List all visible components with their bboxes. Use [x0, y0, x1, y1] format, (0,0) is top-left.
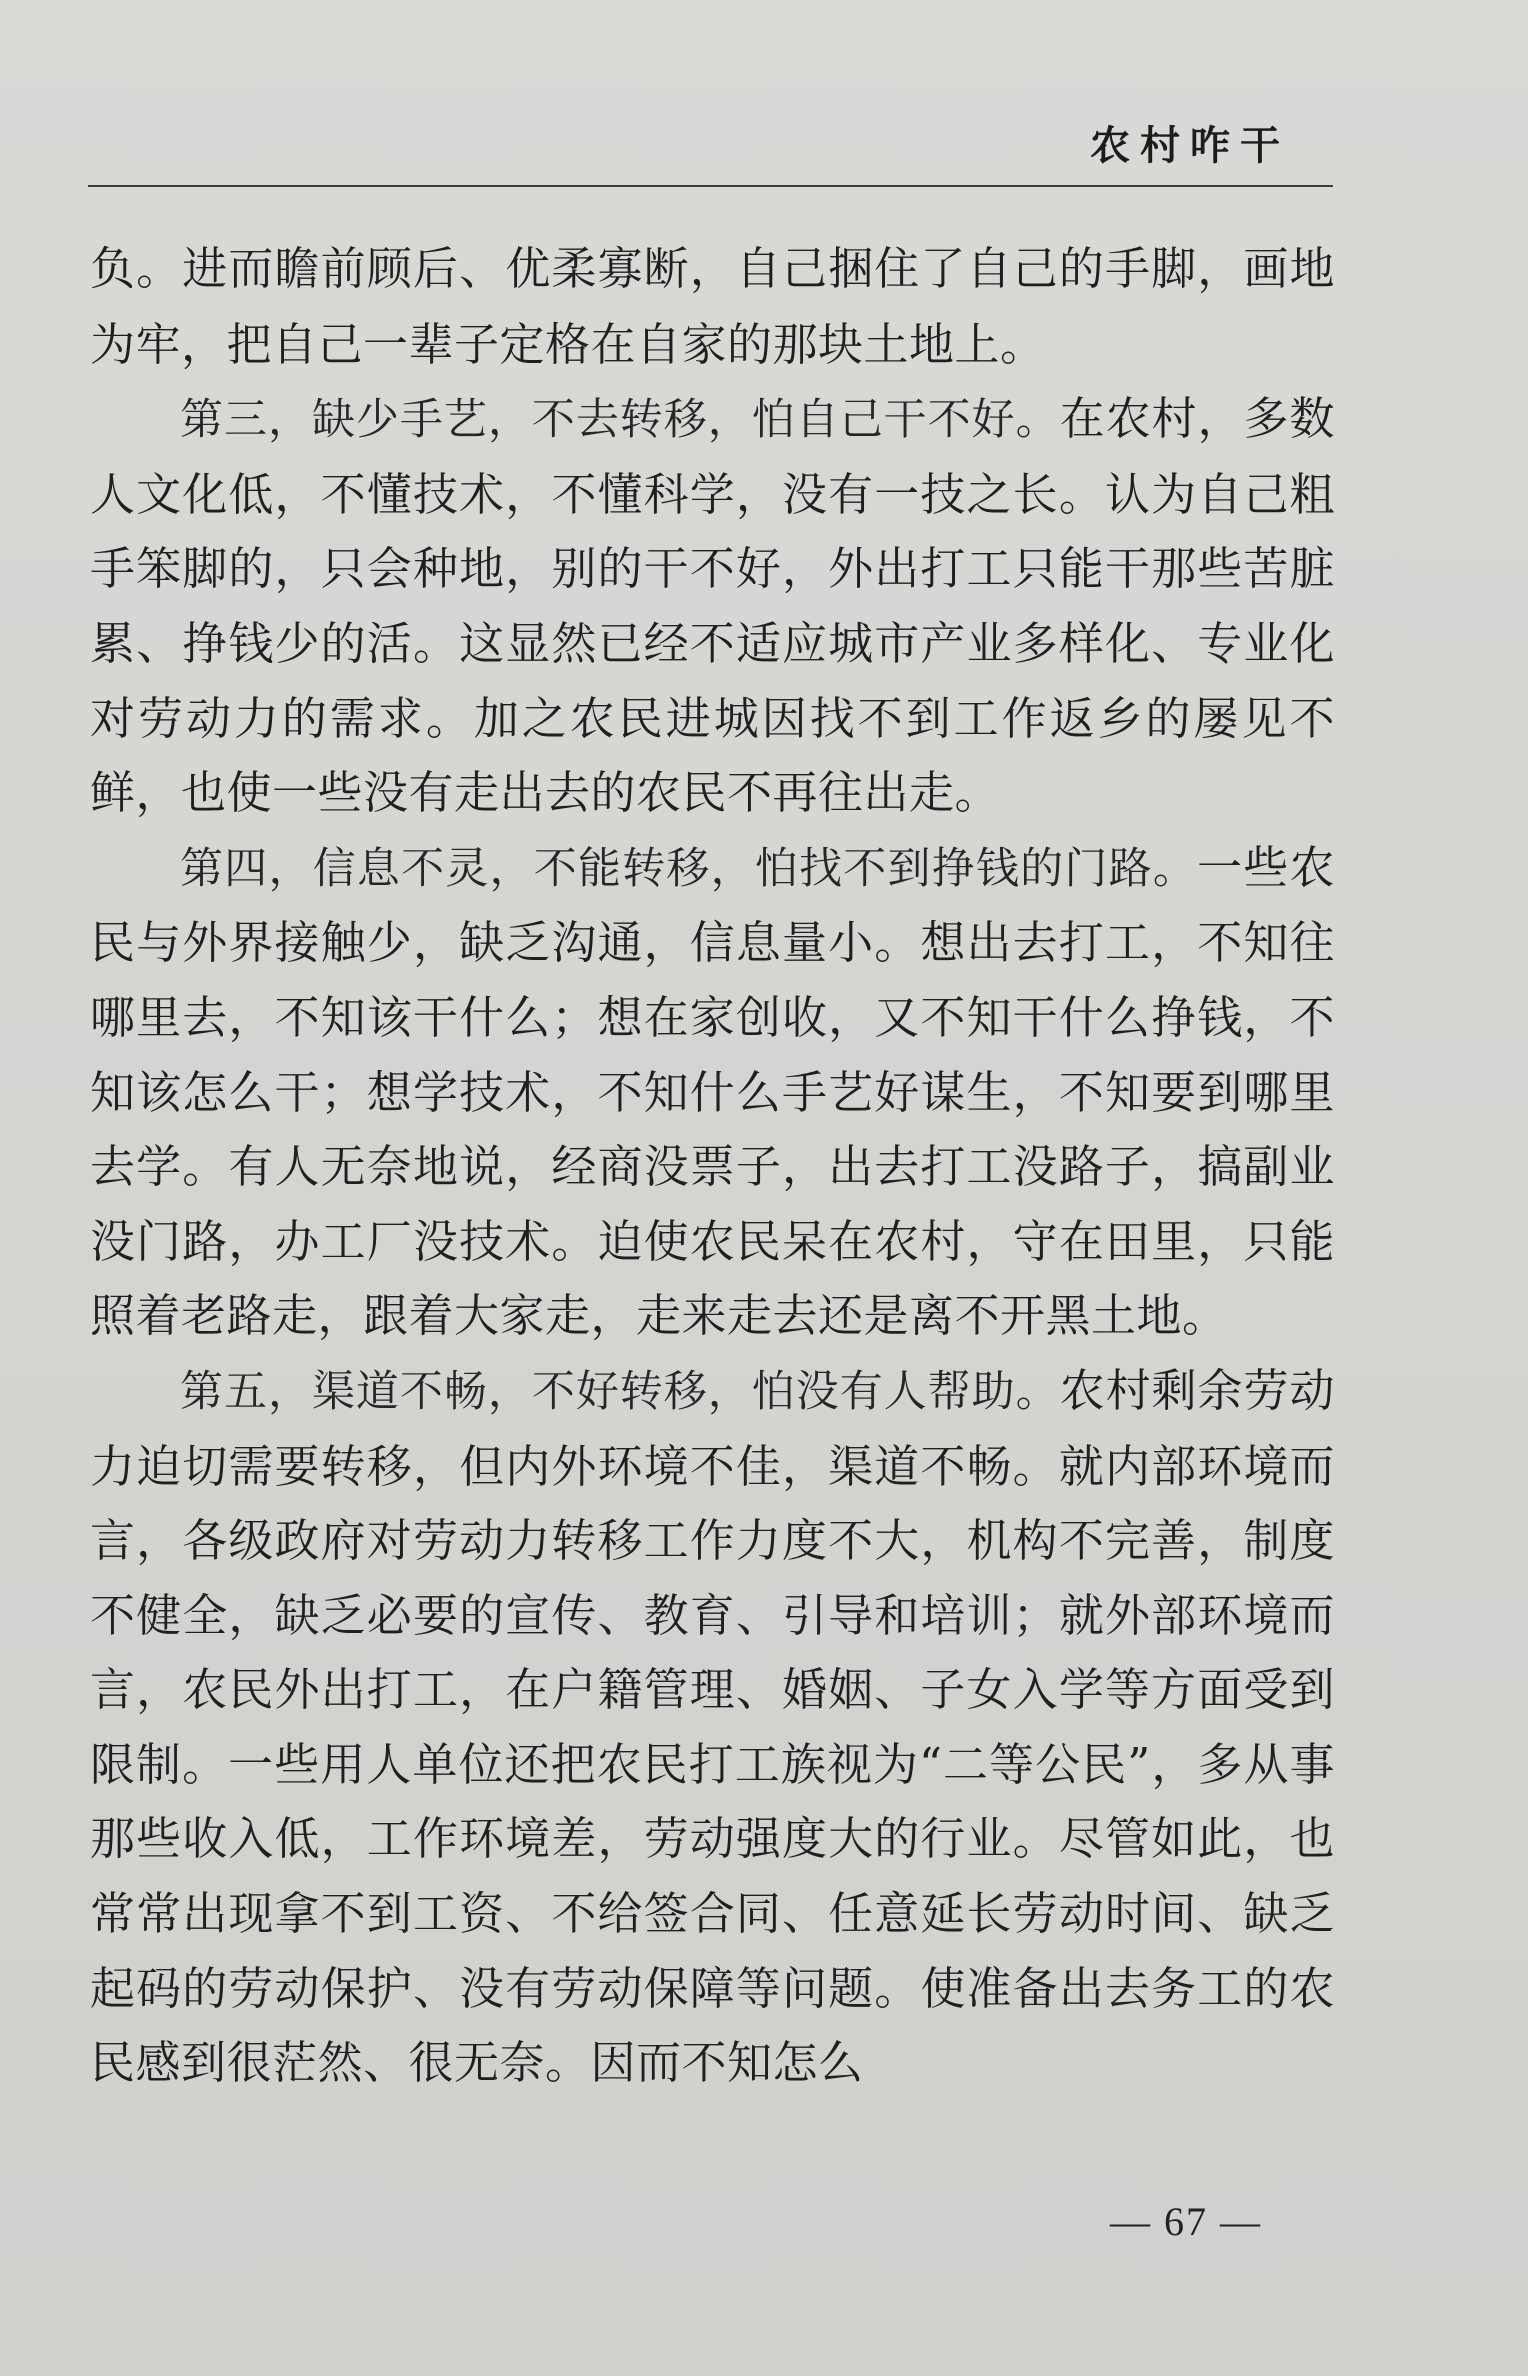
paragraph-text: 一些农民与外界接触少，缺乏沟通，信息量小。想出去打工，不知往哪里去，不知该干什么；想在家创收，又不知干什么挣钱，不知该怎么干；想学技术，不知什么手艺好谋生，不知要到哪里去学。有人无奈地说，经商没票子，出去打工没路子，搞副业没门路，办工厂没技术。迫使农民呆在农村，守在田里，只能照着老路走，跟着大家走，走来走去还是离不开黑土地。 — [90, 840, 1335, 1343]
paragraph-text: 负。进而瞻前顾后、优柔寡断，自己捆住了自己的手脚，画地为牢，把自己一辈子定格在自家的那块土地上。 — [90, 242, 1335, 371]
paragraph-lead: 第四，信息不灵，不能转移，怕找不到挣钱的门路。 — [180, 843, 1198, 894]
body-text — [90, 232, 1335, 2101]
paragraph — [90, 382, 1335, 831]
header-rule — [88, 185, 1333, 187]
paragraph-lead: 第三，缺少手艺，不去转移，怕自己干不好。 — [180, 395, 1060, 446]
paragraph — [90, 831, 1335, 1354]
paragraph-lead: 第五，渠道不畅，不好转移，怕没有人帮助。 — [180, 1366, 1060, 1417]
paragraph — [90, 1354, 1335, 2101]
paragraph-text: 农村剩余劳动力迫切需要转移，但内外环境不佳，渠道不畅。就内部环境而言，各级政府对劳动力转移工作力度不大，机构不完善，制度不健全，缺乏必要的宣传、教育、引导和培训；就外部环境而言，农民外出打工，在户籍管理、婚姻、子女入学等方面受到限制。一些用人单位还把农民打工族视为“二等公民”，多从事那些收入低，工作环境差，劳动强度大的行业。尽管如此，也常常出现拿不到工资、不给签合同、任意延长劳动时间、缺乏起码的劳动保护、没有劳动保障等问题。使准备出去务工的农民感到很茫然、很无奈。因而不知怎么 — [90, 1363, 1335, 2090]
paragraph-text: 在农村，多数人文化低，不懂技术，不懂科学，没有一技之长。认为自己粗手笨脚的，只会种地，别的干不好，外出打工只能干那些苦脏累、挣钱少的活。这显然已经不适应城市产业多样化、专业化对劳动力的需求。加之农民进城因找不到工作返乡的屡见不鲜，也使一些没有走出去的农民不再往出走。 — [90, 392, 1335, 820]
page-number: — 67 — — [1110, 2199, 1262, 2244]
paragraph — [90, 232, 1335, 382]
running-title: 农村咋干 — [1090, 123, 1290, 169]
